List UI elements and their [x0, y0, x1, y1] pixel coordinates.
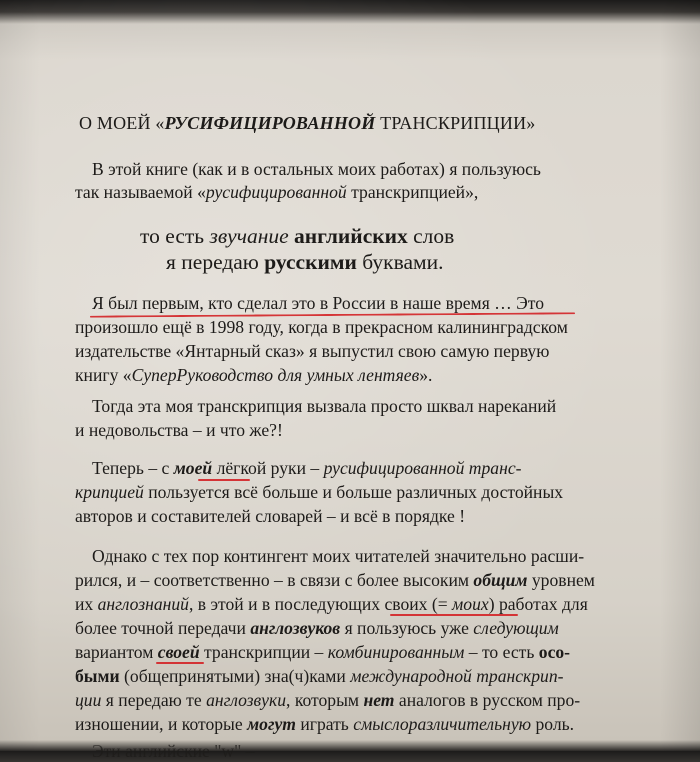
- red-underline-svoikh: [390, 614, 518, 616]
- p4-line-8: изношении, и которые могут играть смыслоразличительную роль.: [75, 714, 575, 734]
- p4-line-2: рился, и – соответственно – в связи с более высоким общим уровнем: [75, 570, 595, 590]
- p1-line-1: Я был первым, кто сделал это в России в наше время … Это: [92, 293, 545, 313]
- p1-line-2: произошло ещё в 1998 году, когда в прекрасном калининградском: [75, 317, 568, 337]
- p4-line-7: ции я передаю те англозвуки, которым нет аналогов в русском про-: [75, 690, 581, 710]
- p4-line-6: быми (общепринятыми) зна(ч)ками международной транскрип-: [75, 666, 564, 686]
- center-line-1: то есть звучание английских слов: [140, 224, 455, 248]
- p1-line-3: издательстве «Янтарный сказ» я выпустил свою самую первую: [75, 341, 550, 361]
- p2-line-1: Тогда эта моя транскрипция вызвала просто шквал нареканий: [92, 396, 557, 416]
- red-underline-svoei: [156, 662, 204, 664]
- p3-line-3: авторов и составителей словарей – и всё в порядке !: [75, 506, 466, 526]
- p4-line-1: Однако с тех пор контингент моих читателей значительно расши-: [92, 546, 585, 566]
- p2-line-2: и недовольства – и что же?!: [75, 420, 283, 440]
- p4-line-3: их англознаний, в этой и в последующих своих (= моих) работах для: [75, 594, 588, 614]
- p1-line-4: книгу «СуперРуководство для умных лентяев».: [75, 365, 433, 385]
- section-heading: О МОЕЙ «РУСИФИЦИРОВАННОЙ ТРАНСКРИПЦИИ»: [79, 113, 536, 133]
- p4-line-4: более точной передачи англозвуков я пользуюсь уже следующим: [75, 618, 559, 638]
- p3-line-2: крипцией пользуется всё больше и больше различных достойных: [75, 482, 564, 502]
- p3-line-1: Теперь – с моей лёгкой руки – русифицированной транс-: [92, 458, 522, 478]
- center-line-2: я передаю русскими буквами.: [166, 250, 444, 274]
- cut-off-line: Эти английские "w" –: [92, 741, 255, 761]
- p4-line-5: вариантом своей транскрипции – комбинированным – то есть осо-: [75, 642, 571, 662]
- intro-line-2: так называемой «русифицированной транскрипцией»,: [75, 182, 479, 202]
- intro-line-1: В этой книге (как и в остальных моих работах) я пользуюсь: [92, 159, 541, 179]
